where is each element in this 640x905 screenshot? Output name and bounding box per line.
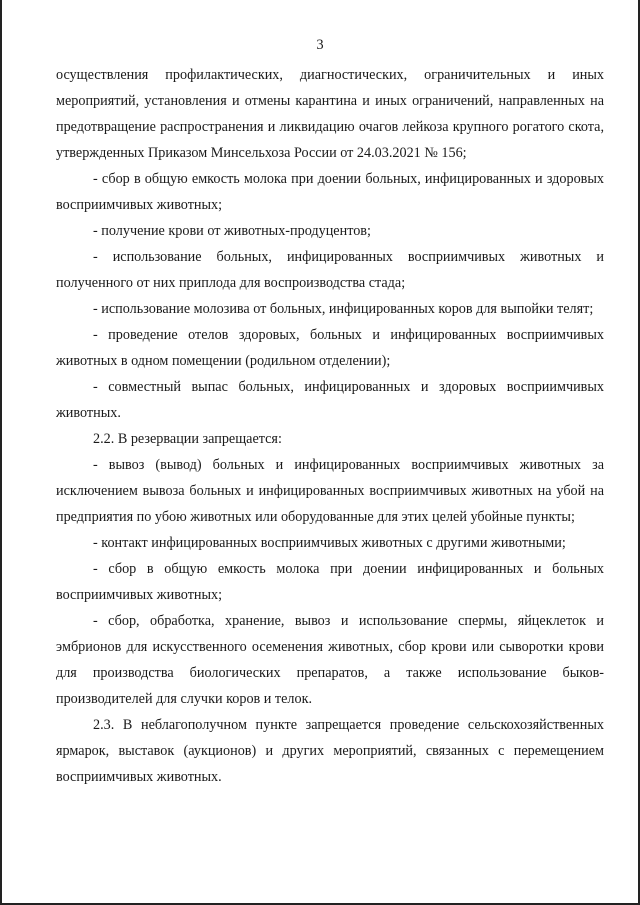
list-item-milk-collection-reservation: - сбор в общую емкость молока при доении инфицированных и больных восприимчивых животных; <box>56 561 604 603</box>
section-heading-2-2: 2.2. В резервации запрещается: <box>93 431 282 447</box>
list-item-animal-contact: - контакт инфицированных восприимчивых животных с другими животными; <box>93 535 566 551</box>
list-item-breeding-use: - использование больных, инфицированных восприимчивых животных и полученного от них приплода для воспроизводства стада; <box>56 249 604 291</box>
list-item-colostrum-use: - использование молозива от больных, инфицированных коров для выпойки телят; <box>93 301 594 317</box>
list-item-sperm-embryo: - сбор, обработка, хранение, вывоз и использование спермы, яйцеклеток и эмбрионов для искусственного осеменения животных, сбор крови или сыворотки крови для производства биологических препаратов, а также использование быков-производителей для случки коров и телок. <box>56 613 604 707</box>
list-item-milk-collection: - сбор в общую емкость молока при доении больных, инфицированных и здоровых восприимчивых животных; <box>56 171 604 213</box>
paragraph-continuation: осуществления профилактических, диагностических, ограничительных и иных мероприятий, установления и отмены карантина и иных ограничений, направленных на предотвращение распространения и ликвидацию очагов лейкоза крупного рогатого скота, утвержденных Приказом Минсельхоза России от 24.03.2021 № 156; <box>56 67 604 161</box>
list-item-blood-collection: - получение крови от животных-продуцентов; <box>93 223 371 239</box>
list-item-animal-export: - вывоз (вывод) больных и инфицированных восприимчивых животных за исключением вывоза больных и инфицированных восприимчивых животных на убой на предприятия по убою животных или оборудованные для этих целей убойные пункты; <box>56 457 604 525</box>
section-paragraph-2-3: 2.3. В неблагополучном пункте запрещается проведение сельскохозяйственных ярмарок, выставок (аукционов) и других мероприятий, связанных с перемещением восприимчивых животных. <box>56 717 604 785</box>
page-number: 3 <box>316 37 324 53</box>
document-body <box>56 62 604 790</box>
list-item-grazing: - совместный выпас больных, инфицированных и здоровых восприимчивых животных. <box>56 379 604 421</box>
list-item-calving: - проведение отелов здоровых, больных и инфицированных восприимчивых животных в одном помещении (родильном отделении); <box>56 327 604 369</box>
